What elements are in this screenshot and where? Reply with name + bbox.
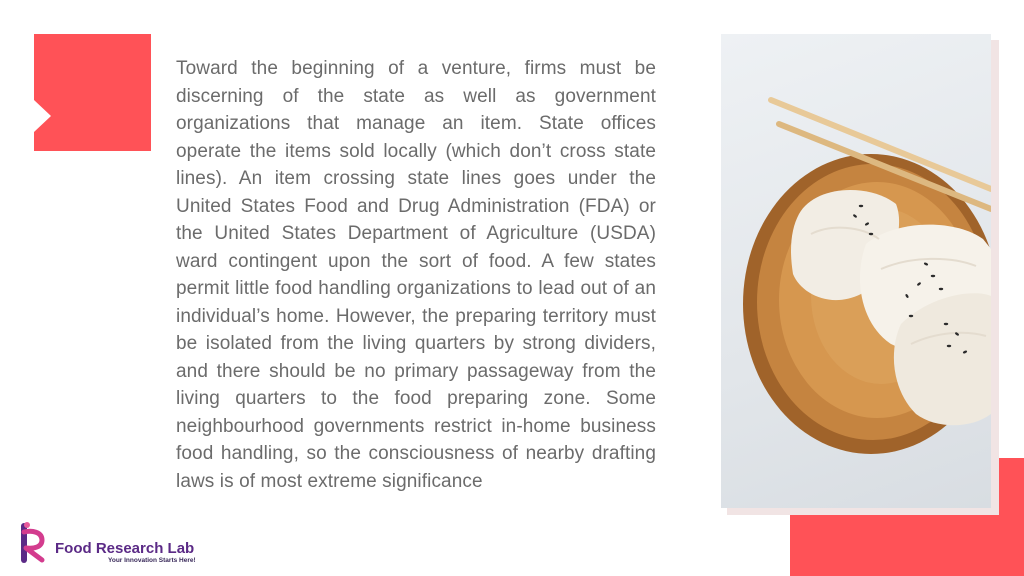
logo-tagline: Your Innovation Starts Here!: [108, 557, 196, 564]
dumplings-photo: [721, 34, 991, 508]
decorative-accent-top-left: [34, 34, 151, 151]
company-logo: [18, 520, 208, 566]
logo-company-name: Food Research Lab: [55, 540, 195, 557]
logo-r-icon: [18, 520, 50, 564]
body-paragraph: Toward the beginning of a venture, firms must be discerning of the state as well as government organizations that manage an item. State offices operate the items sold locally (which don’t cross state lines). An item crossing state lines goes under the United States Food and Drug Administration (FDA) or the United States Department of Agriculture (USDA) ward contingent upon the sort of food. A few states permit little food handling organizations to lead out of an individual’s home. However, the preparing territory must be isolated from the living quarters by strong dividers, and there should be no primary passageway from the living quarters to the food preparing zone. Some neighbourhood governments restrict in-home business food handling, so the consciousness of nearby drafting laws is of most extreme significance: [176, 58, 656, 492]
accent-notch: [34, 100, 51, 132]
